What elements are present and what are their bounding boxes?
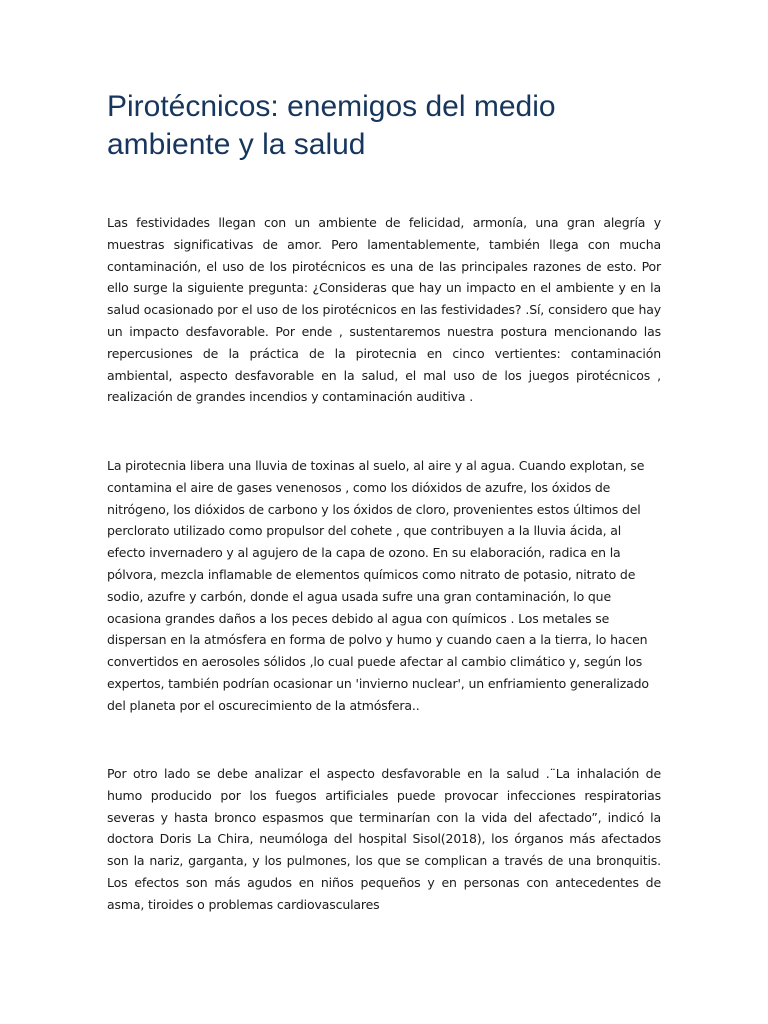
document-title: Pirotécnicos: enemigos del medio ambiente y la salud [107,90,556,161]
paragraph-environmental-contamination: La pirotecnia libera una lluvia de toxinas al suelo, al aire y al agua. Cuando explotan, se contamina el aire de gases venenosos , como los dióxidos de azufre, los óxidos de nitrógeno, los dióxidos de carbono y los óxidos de cloro, provenientes estos últimos del perclorato utilizado como propulsor del cohete , que contribuyen a la lluvia ácida, al efecto invernadero y al agujero de la capa de ozono. En su elaboración, radica en la pólvora, mezcla inflamable de elementos químicos como nitrato de potasio, nitrato de sodio, azufre y carbón, donde el agua usada sufre una gran contaminación, lo que ocasiona grandes daños a los peces debido al agua con químicos . Los metales se dispersan en la atmósfera en forma de polvo y humo y cuando caen a la tierra, lo hacen convertidos en aerosoles sólidos ,lo cual puede afectar al cambio climático y, según los expertos, también podrían ocasionar un 'invierno nuclear', un enfriamiento generalizado del planeta por el oscurecimiento de la atmósfera.. [107,458,649,713]
paragraph-health-effects: Por otro lado se debe analizar el aspecto desfavorable en la salud .¨La inhalación de humo producido por los fuegos artificiales puede provocar infecciones respiratorias severas y hasta bronco espasmos que terminarían con la vida del afectado”, indicó la doctora Doris La Chira, neumóloga del hospital Sisol(2018), los órganos más afectados son la nariz, garganta, y los pulmones, los que se complican a través de una bronquitis. Los efectos son más agudos en niños pequeños y en personas con antecedentes de asma, tiroides o problemas cardiovasculares [107,766,661,912]
paragraph-introduction: Las festividades llegan con un ambiente de felicidad, armonía, una gran alegría y muestras significativas de amor. Pero lamentablemente, también llega con mucha contaminación, el uso de los pirotécnicos es una de las principales razones de esto. Por ello surge la siguiente pregunta: ¿Consideras que hay un impacto en el ambiente y en la salud ocasionado por el uso de los pirotécnicos en las festividades? .Sí, considero que hay un impacto desfavorable. Por ende , sustentaremos nuestra postura mencionando las repercusiones de la práctica de la pirotecnia en cinco vertientes: contaminación ambiental, aspecto desfavorable en la salud, el mal uso de los juegos pirotécnicos , realización de grandes incendios y contaminación auditiva . [107,215,661,405]
